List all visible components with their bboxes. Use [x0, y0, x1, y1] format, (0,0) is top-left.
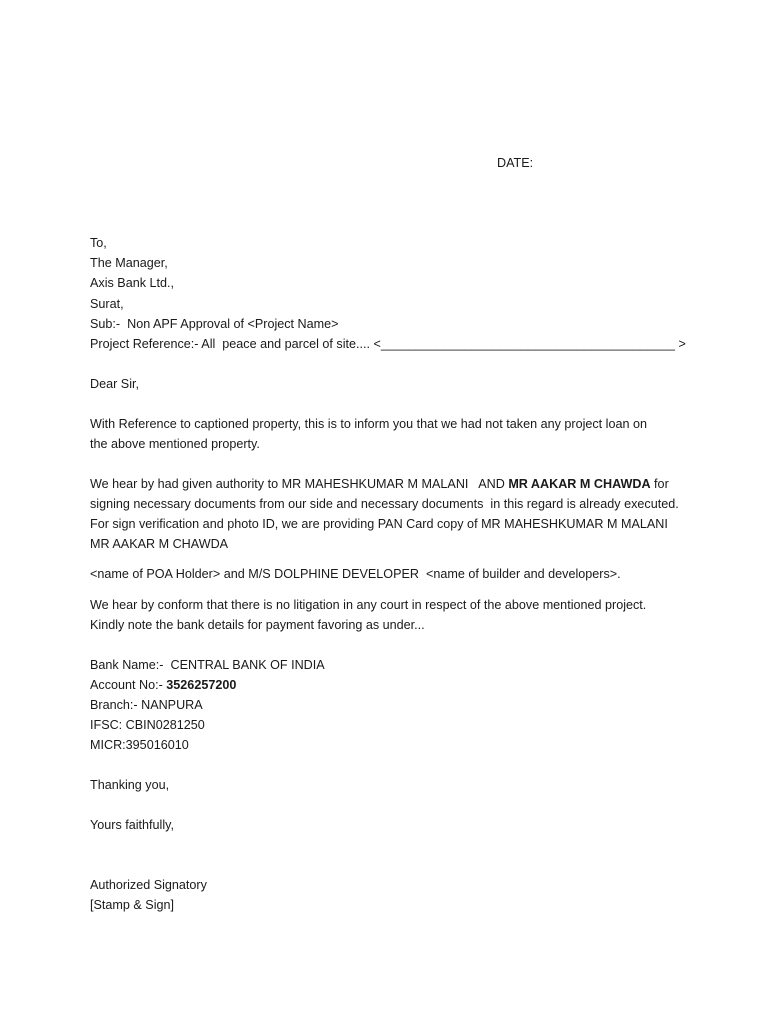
para3-line1: We hear by conform that there is no litigation in any court in respect of the above mentioned project. [90, 597, 647, 612]
address-to: To, [90, 236, 107, 250]
signatory: Authorized Signatory [90, 878, 207, 893]
address-city: Surat, [90, 296, 124, 311]
subject-line: Sub:- Non APF Approval of <Project Name> [90, 316, 339, 331]
address-bank: Axis Bank Ltd., [90, 276, 174, 291]
ifsc-code: IFSC: CBIN0281250 [90, 718, 205, 733]
letter-body [90, 233, 690, 916]
para1-line1: With Reference to captioned property, this is to inform you that we had not taken any project loan on [90, 416, 648, 431]
para2-line1-post: for [650, 476, 669, 491]
closing: Yours faithfully, [90, 818, 175, 833]
branch: Branch:- NANPURA [90, 698, 203, 713]
poa-holder-name: MR AAKAR M CHAWDA [508, 476, 651, 491]
bank-name: Bank Name:- CENTRAL BANK OF INDIA [90, 657, 325, 672]
account-number-row [90, 675, 690, 695]
project-reference: Project Reference:- All peace and parcel of site.... <__________________________________________ > [90, 337, 686, 352]
stamp-sign: [Stamp & Sign] [90, 898, 174, 913]
para3-line2: Kindly note the bank details for payment favoring as under... [90, 617, 425, 632]
account-number: 3526257200 [166, 677, 237, 692]
address-manager: The Manager, [90, 256, 168, 271]
poa-line: <name of POA Holder> and M/S DOLPHINE DEVELOPER <name of builder and developers>. [90, 567, 621, 582]
para2-line1-pre: We hear by had given authority to MR MAHESHKUMAR M MALANI AND [90, 476, 509, 491]
account-label: Account No:- [90, 677, 167, 692]
para2-line4: MR AAKAR M CHAWDA [90, 537, 229, 552]
para1-line2: the above mentioned property. [90, 436, 260, 451]
para2-line2: signing necessary documents from our side and necessary documents in this regard is already executed. [90, 496, 679, 511]
para2-line1 [90, 474, 690, 494]
salutation: Dear Sir, [90, 376, 139, 391]
micr-code: MICR:395016010 [90, 738, 189, 753]
para2-line3: For sign verification and photo ID, we are providing PAN Card copy of MR MAHESHKUMAR M MALANI [90, 517, 668, 532]
thanks: Thanking you, [90, 778, 170, 793]
date-label: DATE: [497, 156, 534, 170]
